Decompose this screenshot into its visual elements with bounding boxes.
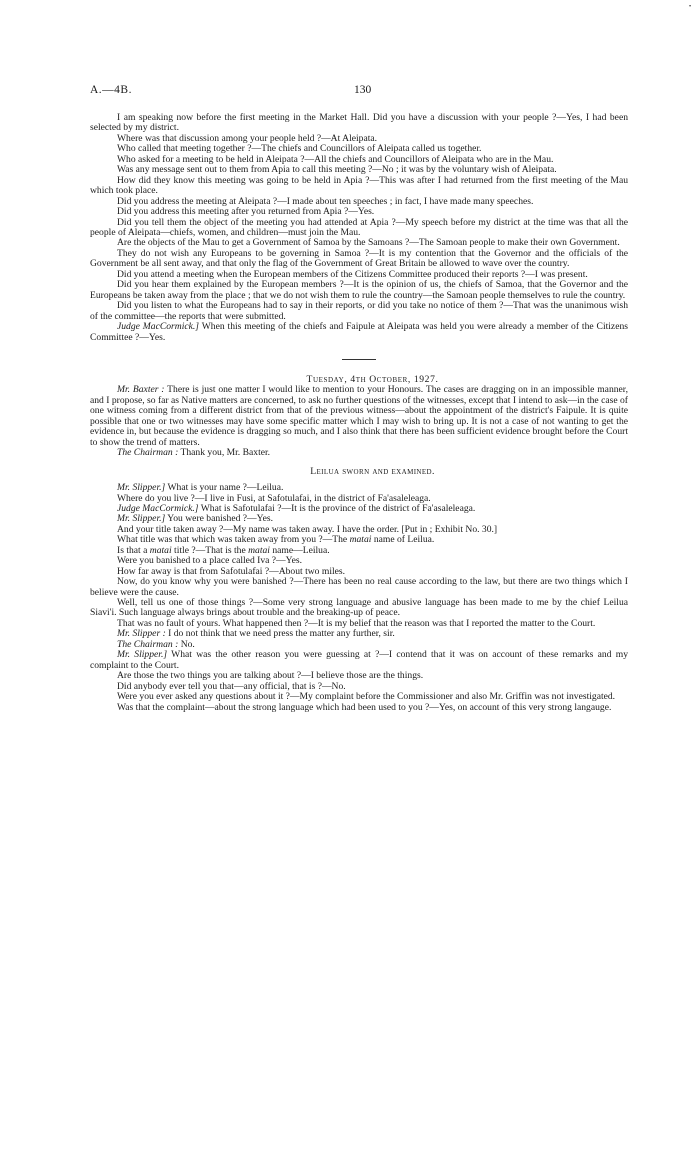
speech: There is just one matter I would like to mention to your Honours. The cases are dragging on in an impossible manner, and I propose, so far as Native matters are concerned, to ask no further questions of the witnesses, except that I intend to ask—in the case of one witness coming from a different district from that of the previous witness—about the appointment of the district's Faipule. It is quite possible that one or two witnesses may have some specific matter which I may wish to bring up. It is not a case of not wanting to get the evidence in, but because the evidence is dragging so much, and I also think that there has been sufficient evidence brought before the Court to show the trend of matters.	[90, 384, 628, 448]
document-body	[90, 113, 628, 713]
speech: name of Leilua.	[371, 534, 435, 546]
speech: Are those the two things you are talking about ?—I believe those are the things.	[117, 670, 424, 682]
speech: Was that the complaint—about the strong language which had been used to you ?—Yes, on account of this very strong langauge.	[117, 701, 612, 713]
paragraph	[90, 703, 628, 713]
paragraph: Who called that meeting together ?—The chiefs and Councillors of Aleipata called us together.	[117, 143, 482, 155]
speech: What is Safotulafai ?—It is the province of the district of Fa'asaleleaga.	[198, 502, 476, 514]
speaker: Mr. Baxter :	[117, 384, 165, 396]
paragraph: Were you banished to a place called Iva ?—Yes.	[117, 555, 302, 567]
term: matai	[149, 544, 172, 556]
paragraph: Now, do you know why you were banished ?—There has been no real cause according to the law, but there are two things which I believe were the cause.	[90, 576, 628, 598]
paragraph: Did you hear them explained by the European members ?—It is the opinion of us, the chiefs of Samoa, that the Governor and the Europeans be taken away from the place ; that we do not wish them to rule the country—the Samoan people themselves to rule the country.	[90, 279, 628, 301]
speech: Did anybody ever tell you that—any official, that is ?—No.	[117, 680, 346, 692]
paragraph: Who asked for a meeting to be held in Aleipata ?—All the chiefs and Councillors of Aleipata who are in the Mau.	[117, 153, 554, 165]
speaker: Judge MacCormick.]	[117, 321, 200, 333]
speaker: Judge MacCormick.]	[117, 502, 199, 514]
speech: You were banished ?—Yes.	[165, 513, 274, 525]
speaker: Mr. Slipper.]	[117, 513, 166, 525]
term: matai	[248, 544, 270, 556]
paragraph	[90, 385, 628, 448]
paragraph: Did you tell them the object of the meeting you had attended at Apia ?—My speech before my district at the time was that all the people of Aleipata—chiefs, women, and children—must join the Mau.	[90, 216, 628, 238]
speech: Where do you live ?—I live in Fusi, at Safotulafai, in the district of Fa'asaleleaga.	[117, 492, 431, 504]
speaker: The Chairman :	[117, 638, 179, 650]
speech: Is that a	[117, 544, 150, 556]
paragraph: Did you listen to what the Europeans had to say in their reports, or did you take no notice of them ?—That was the unanimous wish of the committee—the reports that were submitted.	[90, 300, 628, 322]
speaker: Mr. Slipper :	[117, 628, 166, 640]
paragraph: I am speaking now before the first meeting in the Market Hall. Did you have a discussion with your people ?—Yes, I had been selected by my district.	[90, 112, 628, 134]
paragraph: Are the objects of the Mau to get a Government of Samoa by the Samoans ?—The Samoan people to make their own Government.	[117, 237, 620, 249]
speech: What title was that which was taken away from you ?—The	[117, 534, 350, 546]
term: matai	[349, 534, 372, 546]
paragraph: Did you attend a meeting when the European members of the Citizens Committee produced their reports ?—I was present.	[117, 268, 588, 280]
speech: name—Leilua.	[269, 544, 330, 556]
corner-mark: •	[689, 4, 692, 10]
speech: Thank you, Mr. Baxter.	[178, 447, 271, 459]
paragraph: How did they know this meeting was going to be held in Apia ?—This was after I had returned from the first meeting of the Mau which took place.	[90, 174, 628, 197]
speech: title ?—That is the	[171, 544, 249, 556]
paragraph: Where was that discussion among your people held ?—At Aleipata.	[117, 132, 378, 144]
paragraph	[90, 322, 628, 343]
speech: Were you ever asked any questions about it ?—My complaint before the Commissioner and also Mr. Griffin was not investigated.	[117, 691, 616, 703]
page-number: 130	[354, 84, 372, 96]
document-reference: A.—4B.	[90, 84, 132, 96]
section-divider	[342, 359, 376, 360]
speech: When this meeting of the chiefs and Faipule at Aleipata was held you were already a member of the Citizens Committee ?—Yes.	[90, 321, 628, 343]
paragraph	[90, 650, 628, 671]
speech: What was the other reason you were guessing at ?—I contend that it was on account of these remarks and my complaint to the Court.	[90, 649, 628, 671]
date-heading: Tuesday, 4th October, 1927.	[306, 373, 439, 385]
paragraph: How far away is that from Safotulafai ?—About two miles.	[117, 565, 346, 577]
speech: No.	[178, 638, 195, 650]
paragraph	[90, 448, 628, 458]
paragraph: That was no fault of yours. What happened then ?—It is my belief that the reason was that I reported the matter to the Court.	[117, 617, 596, 629]
speech: I do not think that we need press the matter any further, sir.	[165, 628, 395, 640]
paragraph: Did you address the meeting at Aleipata ?—I made about ten speeches ; in fact, I have made many speeches.	[117, 195, 534, 207]
page-header	[90, 84, 628, 98]
paragraph: Well, tell us one of those things ?—Some very strong language and abusive language has been made to me by the chief Leilua Siavi'i. Such language always brings about trouble and the breaking-up of peace.	[90, 597, 628, 619]
speaker: Mr. Slipper.]	[117, 482, 166, 494]
paragraph: Did you address this meeting after you returned from Apia ?—Yes.	[117, 206, 375, 218]
speaker: Mr. Slipper.]	[117, 649, 168, 661]
paragraph: Was any message sent out to them from Apia to call this meeting ?—No ; it was by the voluntary wish of Aleipata.	[117, 164, 557, 176]
speech: What is your name ?—Leilua.	[165, 482, 284, 494]
paragraph: They do not wish any Europeans to be governing in Samoa ?—It is my contention that the Governor and the officials of the Government be all sent away, and that only the flag of the Government of Great Britain be allowed to wave over the country.	[90, 247, 628, 270]
witness-heading: Leilua sworn and examined.	[310, 465, 435, 477]
speech: And your title taken away ?—My name was taken away. I have the order. [Put in ; Exhibit No. 30.]	[117, 523, 498, 535]
speaker: The Chairman :	[117, 447, 179, 459]
